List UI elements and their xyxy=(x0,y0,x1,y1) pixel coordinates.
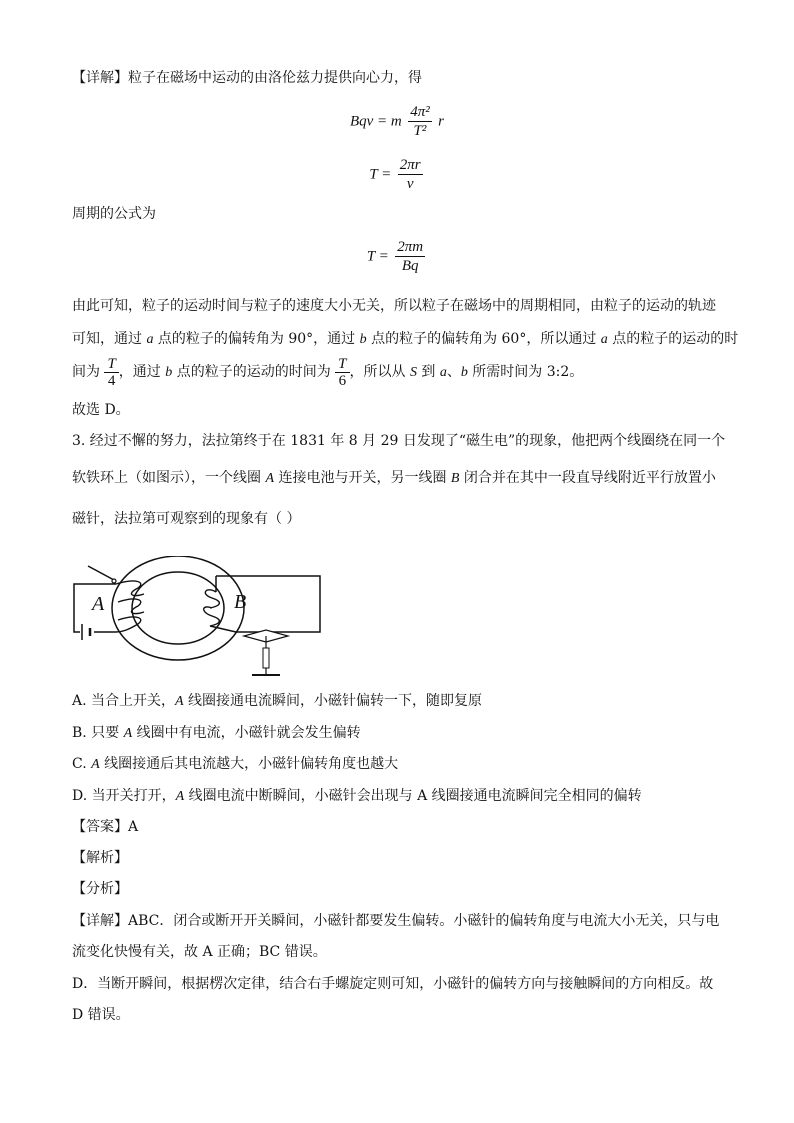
fenxi-tag: 【分析】 xyxy=(72,881,128,897)
faraday-ring-diagram xyxy=(66,556,330,680)
eq1-numerator: 4π² xyxy=(410,104,430,120)
eq2-denominator: v xyxy=(406,176,414,192)
fraction-t-over-6: $\frac{T}{6}$ xyxy=(335,356,349,389)
q3-detail-tag: 【详解】 xyxy=(72,913,128,929)
option-a: A. 当合上开关，A 线圈接通电流瞬间，小磁针偏转一下，随即复原 xyxy=(72,693,483,709)
eq3-denominator: Bq xyxy=(401,258,419,274)
q3-detail-line-2: 流变化快慢有关，故 A 正确；BC 错误。 xyxy=(72,944,327,960)
q3-detail-line-4: D 错误。 xyxy=(72,1007,130,1023)
equation-lorentz xyxy=(0,103,794,140)
eq3-numerator: 2πm xyxy=(397,239,424,255)
reasoning-line-2: 可知，通过 a 点的粒子的偏转角为 90°，通过 b 点的粒子的偏转角为 60°，所以通过 a 点的粒子的运动的时 xyxy=(72,331,739,347)
q3-detail-line-1: 【详解】ABC．闭合或断开开关瞬间，小磁针都要发生偏转。小磁针的偏转角度与电流大小无关，只与电 xyxy=(72,913,720,929)
eq3-lhs: T = xyxy=(366,248,389,265)
eq1-denominator: T² xyxy=(413,123,427,139)
option-c: C. A 线圈接通后其电流越大，小磁针偏转角度也越大 xyxy=(72,756,399,772)
eq1-tail: r xyxy=(438,113,445,130)
equation-period-formula xyxy=(0,238,794,275)
detail-paragraph xyxy=(72,69,422,87)
q3-detail-line-3: D．当断开瞬间，根据楞次定律，结合右手螺旋定则可知，小磁针的偏转方向与接触瞬间的方向相反。故 xyxy=(72,976,714,992)
eq2-fraction xyxy=(398,156,423,193)
eq1-lhs: Bqv = m xyxy=(349,113,402,130)
detail-tag: 【详解】 xyxy=(72,70,128,86)
fraction-t-over-4: $\frac{T}{4}$ xyxy=(104,356,118,389)
reasoning-line-3: 间为 $\frac{T}{4}$ ，通过 b 点的粒子的运动的时间为 $\frac{T}{6}$ ，所以从 S 到 a、b 所需时间为 3:2。 xyxy=(72,355,584,389)
label-coil-b: B xyxy=(234,591,247,613)
period-label: 周期的公式为 xyxy=(72,206,156,222)
conclusion-choice: 故选 D。 xyxy=(72,402,130,418)
option-d: D. 当开关打开，A 线圈电流中断瞬间，小磁针会出现与 A 线圈接通电流瞬间完全相同的偏转 xyxy=(72,788,642,804)
label-coil-a: A xyxy=(92,593,105,615)
analysis-tag: 【解析】 xyxy=(72,850,128,866)
answer-value: A xyxy=(128,819,139,835)
detail-text: 粒子在磁场中运动的由洛伦兹力提供向心力，得 xyxy=(128,70,422,86)
answer-tag: 【答案】 xyxy=(72,819,128,835)
eq3-fraction xyxy=(395,238,425,275)
answer-line xyxy=(72,818,138,836)
question-3-line-2: 软铁环上（如图示），一个线圈 A 连接电池与开关，另一线圈 B 闭合并在其中一段直导线附近平行放置小 xyxy=(72,470,716,486)
eq2-numerator: 2πr xyxy=(399,157,421,173)
equation-period-velocity xyxy=(0,156,794,193)
reasoning-line-1: 由此可知，粒子的运动时间与粒子的速度大小无关，所以粒子在磁场中的周期相同，由粒子的运动的轨迹 xyxy=(72,298,716,314)
question-3-line-3: 磁针，法拉第可观察到的现象有（ ） xyxy=(72,511,301,527)
option-b: B. 只要 A 线圈中有电流，小磁针就会发生偏转 xyxy=(72,725,361,741)
eq1-fraction xyxy=(408,103,432,140)
eq2-lhs: T = xyxy=(369,166,392,183)
question-3-line-1: 3. 经过不懈的努力，法拉第终于在 1831 年 8 月 29 日发现了“磁生电”的现象，他把两个线圈绕在同一个 xyxy=(72,433,726,449)
